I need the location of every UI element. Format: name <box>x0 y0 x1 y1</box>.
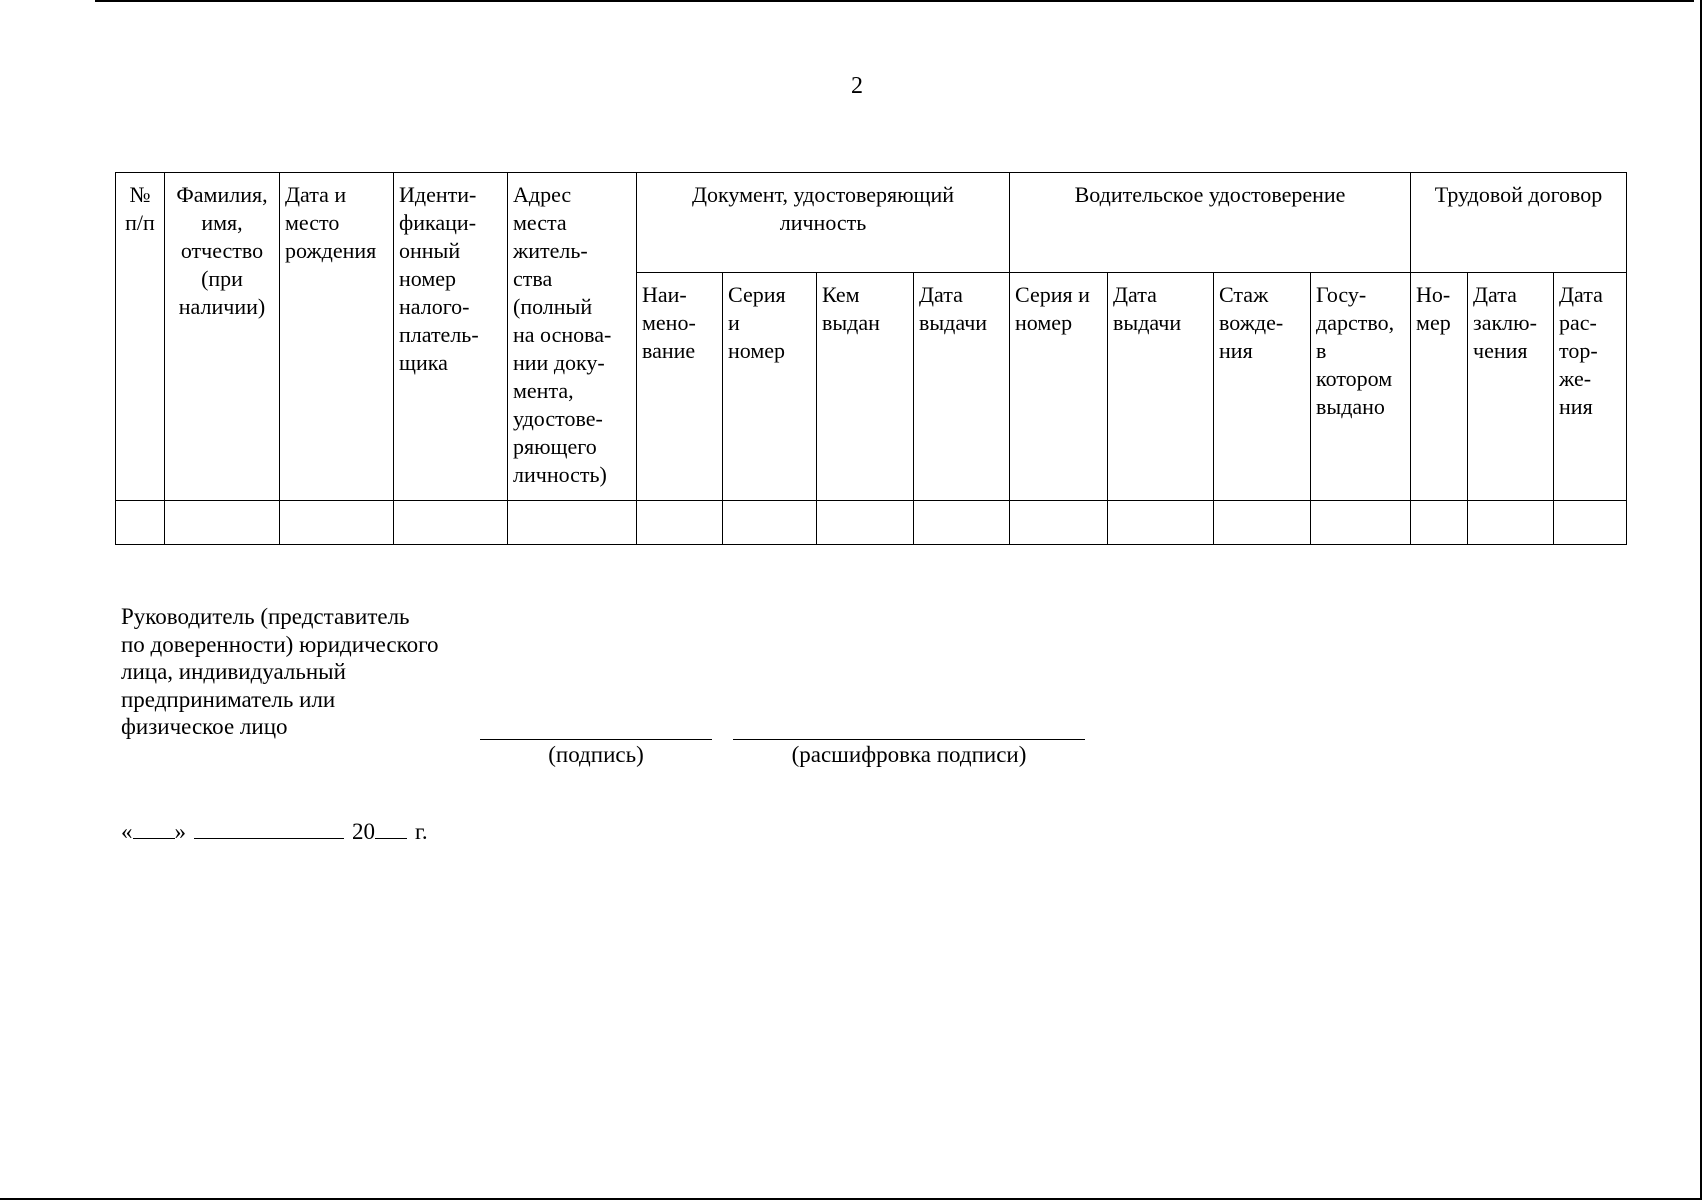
subheader-cell-contract-number: Но- мер <box>1411 273 1468 501</box>
table-cell-empty <box>394 501 508 545</box>
table-cell-empty <box>723 501 817 545</box>
table-cell-empty <box>280 501 394 545</box>
date-year-blank <box>375 816 407 839</box>
date-month-blank <box>194 816 344 839</box>
date-open-quote: « <box>121 819 133 844</box>
header-cell-number: № п/п <box>116 173 165 501</box>
header-group-identity-document: Документ, удостоверяющий личность <box>637 173 1010 273</box>
page-number: 2 <box>851 73 863 99</box>
header-cell-address: Адрес места житель- ства (полный на основа- нии доку- мента, удостове- ряющего личность) <box>508 173 637 501</box>
table-cell-empty <box>1214 501 1311 545</box>
signature-decode-caption: (расшифровка подписи) <box>791 742 1027 767</box>
subheader-cell-id-doc-issue-date: Дата выдачи <box>914 273 1010 501</box>
subheader-cell-license-series: Серия и номер <box>1010 273 1108 501</box>
table-cell-empty <box>1010 501 1108 545</box>
header-group-employment-contract: Трудовой договор <box>1411 173 1627 273</box>
page-top-edge <box>95 0 1694 2</box>
table-cell-empty <box>1411 501 1468 545</box>
table-cell-empty <box>1554 501 1627 545</box>
table-cell-empty <box>1108 501 1214 545</box>
date-line <box>121 816 428 847</box>
header-cell-birth-date-place: Дата и место рождения <box>280 173 394 501</box>
date-century: 20 <box>352 819 375 844</box>
subheader-cell-license-country: Госу- дарство, в котором выдано <box>1311 273 1411 501</box>
table-row <box>116 501 1627 545</box>
signatory-label: Руководитель (представитель по доверенности) юридического лица, индивидуальный предприниматель или физическое лицо <box>121 604 439 739</box>
signature-line <box>480 739 712 740</box>
subheader-cell-id-doc-name: Наи- мено- вание <box>637 273 723 501</box>
header-cell-tax-id: Иденти- фикаци- онный номер налого- платель- щика <box>394 173 508 501</box>
table-cell-empty <box>508 501 637 545</box>
subheader-cell-license-issue-date: Дата выдачи <box>1108 273 1214 501</box>
header-cell-full-name: Фамилия, имя, отчество (при наличии) <box>165 173 280 501</box>
table-cell-empty <box>914 501 1010 545</box>
subheader-cell-contract-date: Дата заклю- чения <box>1468 273 1554 501</box>
date-close-quote: » <box>174 819 186 844</box>
subheader-cell-contract-termination: Дата рас- тор- же- ния <box>1554 273 1627 501</box>
subheader-cell-id-doc-issued-by: Кем выдан <box>817 273 914 501</box>
table-header-row <box>116 173 1627 273</box>
date-year-suffix: г. <box>415 819 428 844</box>
table-cell-empty <box>116 501 165 545</box>
date-day-blank <box>133 816 175 839</box>
signature-decode-line <box>733 739 1085 740</box>
signature-caption: (подпись) <box>548 742 644 767</box>
table-cell-empty <box>1311 501 1411 545</box>
header-group-driver-license: Водительское удостоверение <box>1010 173 1411 273</box>
employee-table <box>115 172 1627 545</box>
table-cell-empty <box>165 501 280 545</box>
subheader-cell-id-doc-series: Серия и номер <box>723 273 817 501</box>
table-cell-empty <box>1468 501 1554 545</box>
table-cell-empty <box>637 501 723 545</box>
subheader-cell-license-experience: Стаж вожде- ния <box>1214 273 1311 501</box>
table-cell-empty <box>817 501 914 545</box>
